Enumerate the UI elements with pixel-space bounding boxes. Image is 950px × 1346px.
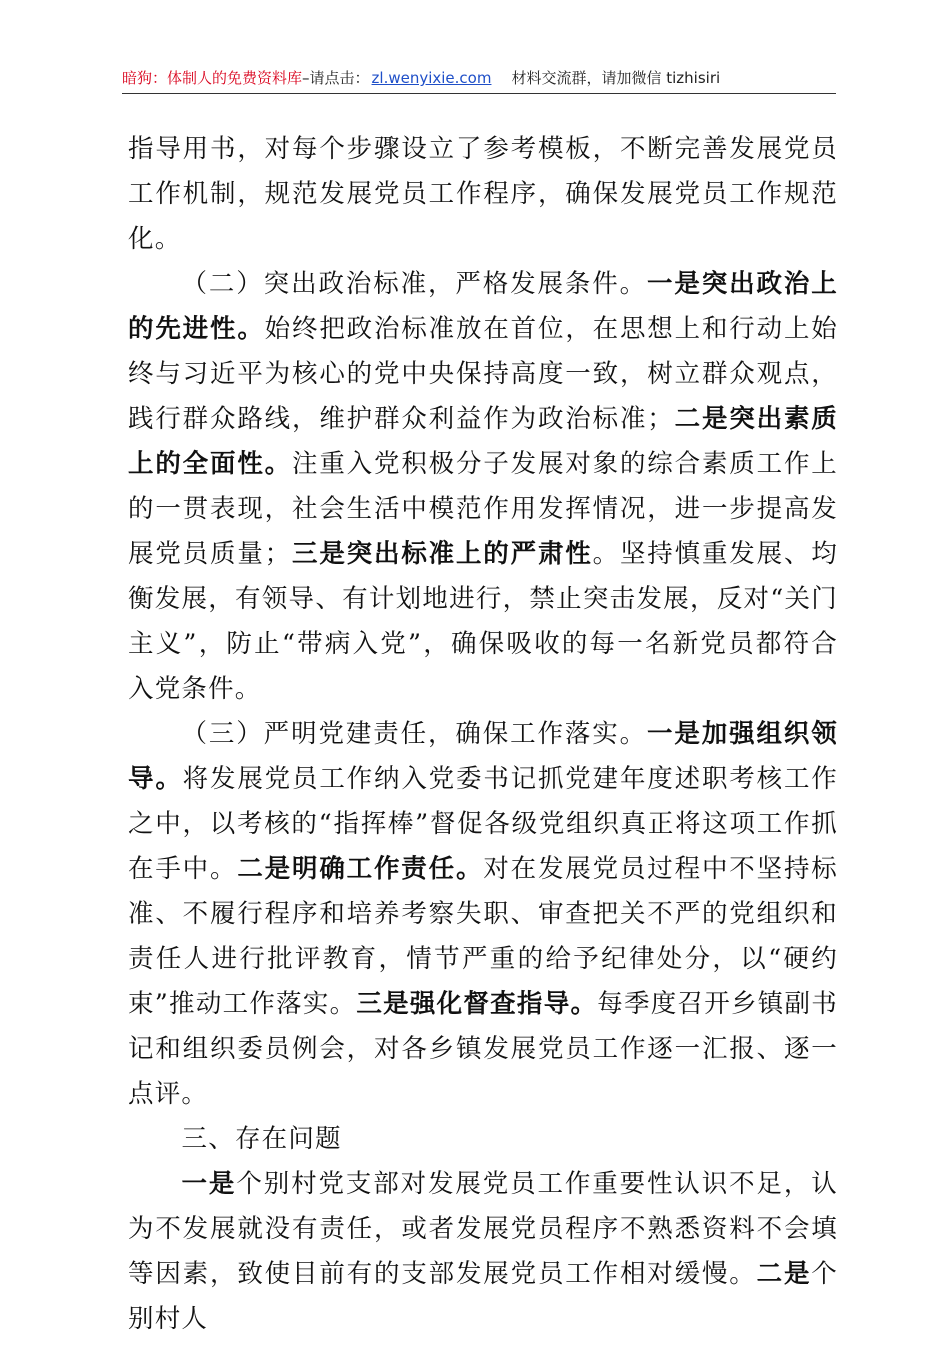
text-run: 指导用书，对每个步骤设立了参考模板，不断完善发展党员工作机制，规范发展党员工作程序，确保发展党员工作规范化。 <box>128 134 838 254</box>
bold-run: 三是强化督查指导。 <box>356 989 598 1019</box>
bold-run: 二是 <box>756 1259 812 1289</box>
text-run: （三）严明党建责任，确保工作落实。 <box>181 719 648 749</box>
bold-run: 一是加强组织领导。 <box>128 719 838 794</box>
header-click-prompt: –请点击： <box>302 69 370 87</box>
text-run: 个别村党支部对发展党员工作重要性认识不足，认为不发展就没有责任，或者发展党员程序不熟悉资料不会填等因素，致使目前有的支部发展党员工作相对缓慢。 <box>128 1169 838 1289</box>
bold-run: 二是明确工作责任。 <box>237 854 484 884</box>
bold-run: 二是突出素质上的全面性。 <box>128 404 838 479</box>
text-run: 。坚持慎重发展、均衡发展，有领导、有计划地进行，禁止突击发展，反对“关门主义”，防止“带病入党”，确保吸收的每一名新党员都符合入党条件。 <box>128 539 838 704</box>
paragraph <box>128 262 838 712</box>
bold-run: 一是突出政治上的先进性。 <box>128 269 838 344</box>
text-run: 每季度召开乡镇副书记和组织委员例会，对各乡镇发展党员工作逐一汇报、逐一点评。 <box>128 989 838 1109</box>
header-rule <box>122 93 836 94</box>
paragraph <box>128 712 838 1117</box>
paragraph <box>128 127 838 262</box>
paragraph <box>128 1117 838 1162</box>
text-run: 对在发展党员过程中不坚持标准、不履行程序和培养考察失职、审查把关不严的党组织和责任人进行批评教育，情节严重的给予纪律处分，以“硬约束”推动工作落实。 <box>128 854 838 1019</box>
document-body <box>128 127 838 1342</box>
bold-run: 三是突出标准上的严肃性 <box>291 539 593 569</box>
text-run: 三、存在问题 <box>181 1124 342 1154</box>
bold-run: 一是 <box>181 1169 237 1199</box>
header-brand: 暗狗：体制人的免费资料库 <box>122 69 303 87</box>
page-header <box>122 66 836 90</box>
header-wechat: 材料交流群，请加微信 tizhisiri <box>511 69 721 87</box>
text-run: 个别村人 <box>128 1259 838 1334</box>
text-run: 将发展党员工作纳入党委书记抓党建年度述职考核工作之中，以考核的“指挥棒”督促各级党组织真正将这项工作抓在手中。 <box>128 764 838 884</box>
text-run: 始终把政治标准放在首位，在思想上和行动上始终与习近平为核心的党中央保持高度一致，树立群众观点，践行群众路线，维护群众利益作为政治标准； <box>128 314 838 434</box>
header-link[interactable]: zl.wenyixie.com <box>371 69 492 87</box>
paragraph <box>128 1162 838 1342</box>
text-run: 注重入党积极分子发展对象的综合素质工作上的一贯表现，社会生活中模范作用发挥情况，进一步提高发展党员质量； <box>128 449 838 569</box>
text-run: （二）突出政治标准，严格发展条件。 <box>181 269 648 299</box>
